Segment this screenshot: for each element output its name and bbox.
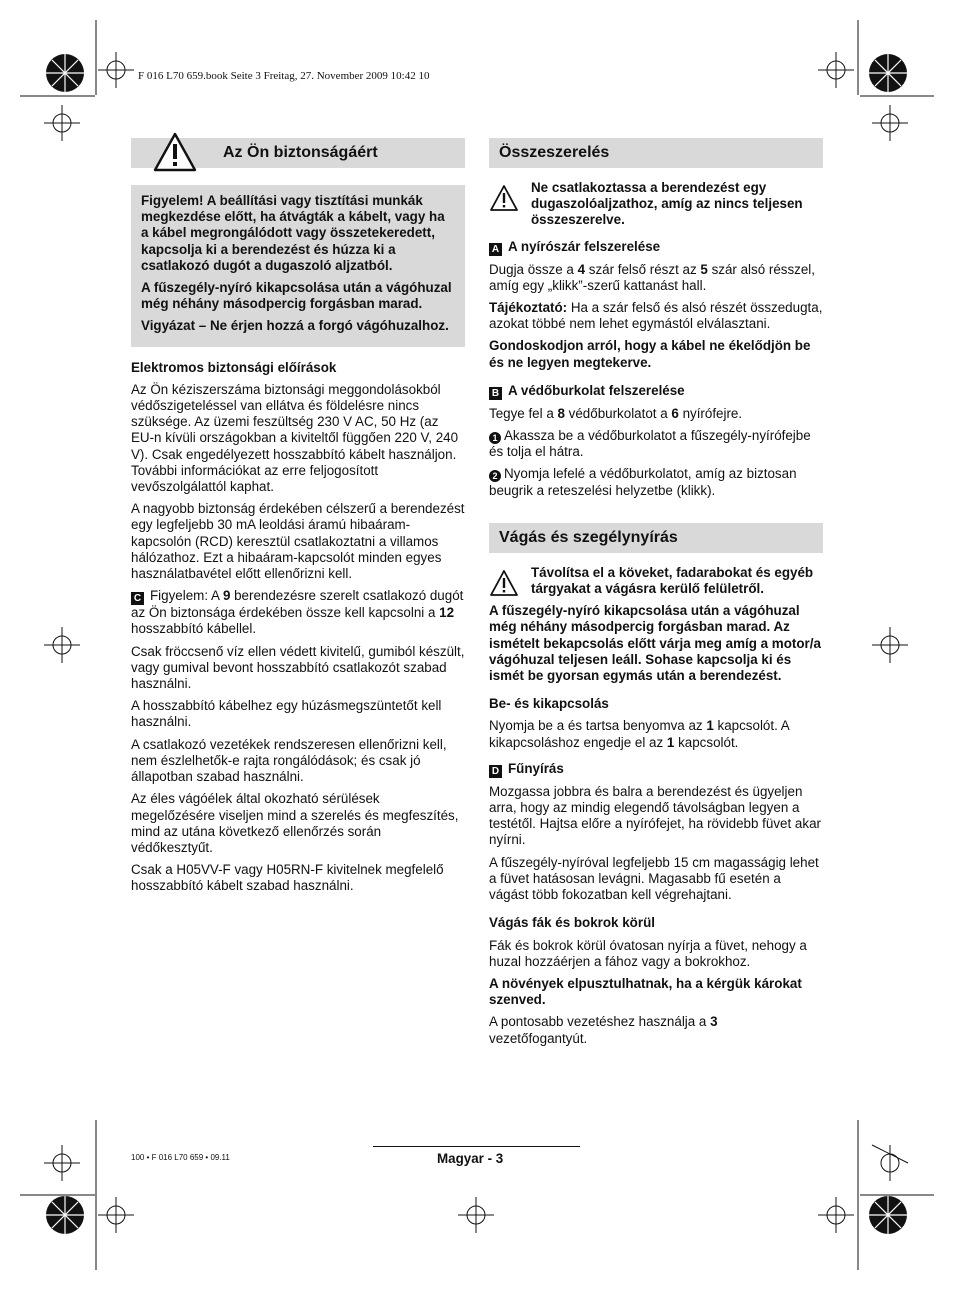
electrical-safety-heading: Elektromos biztonsági előírások xyxy=(131,359,337,375)
assembly-warning xyxy=(489,180,823,229)
paragraph: Tegye fel a 8 védőburkolatot a 6 nyírófejre. xyxy=(489,405,743,421)
footer-doc-code: 100 • F 016 L70 659 • 09.11 xyxy=(131,1153,230,1162)
footer-rule xyxy=(373,1146,580,1147)
cutting-warning xyxy=(489,565,823,597)
cable-note: Gondoskodjon arról, hogy a kábel ne ékelődjön be és ne legyen megtekerve. xyxy=(489,338,811,370)
paragraph: A fűszegély-nyíróval legfeljebb 15 cm magasságig lehet a füvet hatásosan levágni. Magasabb fű esetén a vágást több fokozatban kell végrehajtani. xyxy=(489,854,819,903)
paragraph: Az Ön kéziszerszáma biztonsági meggondolásokból védőszigeteléssel van ellátva és földelésre nincs szüksége. Az üzemi feszültség 230 V AC, 50 Hz (az EU-n kívüli országokban a kiviteltől függően 220 V, 240 V). Csak engedélyezett hosszabbító kábelt használjon. További információkat az erre feljogosított vevőszolgálattól kaphat. xyxy=(131,381,459,495)
cutting-section-title-bar xyxy=(489,523,823,553)
safety-section-title-bar xyxy=(131,138,465,168)
figure-c-paragraph: C Figyelem: A 9 berendezésre szerelt csatlakozó dugót az Ön biztonsága érdekében össze kell kapcsolni a 12 hosszabbító kábellel. xyxy=(131,588,464,637)
step-number-2: 2 xyxy=(489,470,501,482)
figure-label-a: A xyxy=(489,243,502,256)
print-header-line: F 016 L70 659.book Seite 3 Freitag, 27. November 2009 10:42 10 xyxy=(138,70,430,82)
paragraph: Nyomja be a és tartsa benyomva az 1 kapcsolót. A kikapcsoláshoz engedje el az 1 kapcsolót. xyxy=(489,718,789,750)
warning-text: Vigyázat – Ne érjen hozzá a forgó vágóhuzalhoz. xyxy=(141,318,449,334)
warning-triangle-icon xyxy=(489,569,519,597)
assembly-section-title-bar xyxy=(489,138,823,168)
cutting-note: A fűszegély-nyíró kikapcsolása után a vágóhuzal még néhány másodpercig forgásban marad. Az ismételt bekapcsolás előtt várja meg amíg a motor/a vágóhuzal teljesen leáll. Sohase kapcsolja ki és ismét be gyorsan egymás után a berendezést. xyxy=(489,603,821,684)
paragraph: Mozgassa jobbra és balra a berendezést és ügyeljen arra, hogy az mindig elegendő távolságban legyen a testétől. Hajtsa előre a nyírófejet, ha rövidebb füvet akar nyírni. xyxy=(489,783,821,848)
paragraph: Dugja össze a 4 szár felső részt az 5 szár alsó résszel, amíg egy „klikk”-szerű kattanást hall. xyxy=(489,261,816,293)
trees-note: A növények elpusztulhatnak, ha a kérgük károkat szenved. xyxy=(489,975,802,1008)
step-number-1: 1 xyxy=(489,432,501,444)
paragraph: A csatlakozó vezetékek rendszeresen ellenőrizni kell, nem észlelhetők-e rajta rongálódások; és csak jó állapotban szabad használni. xyxy=(131,736,447,785)
safety-warning-box xyxy=(131,185,465,347)
warning-text: Figyelem! A beállítási vagy tisztítási munkák megkezdése előtt, ha átvágták a kábelt, vagy ha a kábel megrongálódott vagy összetekeredett, kapcsolja ki a berendezést és húzza ki a csatlakozó dugót a dugaszoló aljzatból. xyxy=(141,193,445,273)
figure-label-b: B xyxy=(489,387,502,400)
paragraph: Csak a H05VV-F vagy H05RN-F kivitelnek megfelelő hosszabbító kábelt szabad használni. xyxy=(131,862,444,894)
figure-label-c: C xyxy=(131,592,144,605)
footer-page-label: Magyar - 3 xyxy=(437,1151,504,1166)
assembly-section-title: Összeszerelés xyxy=(499,143,610,161)
step-1: 1 Akassza be a védőburkolatot a fűszegély-nyírófejbe és tolja el hátra. xyxy=(489,428,811,460)
step-2: 2 Nyomja lefelé a védőburkolatot, amíg az biztosan beugrik a reteszelési helyzetbe (klikk). xyxy=(489,466,797,498)
right-column xyxy=(489,138,823,1053)
warning-triangle-icon xyxy=(489,184,519,212)
paragraph: Fák és bokrok körül óvatosan nyírja a füvet, nehogy a huzal hozzáérjen a fához vagy a bokrokhoz. xyxy=(489,937,807,969)
warning-text: Ne csatlakoztassa a berendezést egy dugaszolóaljzathoz, amíg az nincs teljesen összeszerelve. xyxy=(531,180,803,228)
figure-label-d: D xyxy=(489,765,502,778)
warning-text: A fűszegély-nyíró kikapcsolása után a vágóhuzal még néhány másodpercig forgásban marad. xyxy=(141,280,452,312)
safety-section-title: Az Ön biztonságáért xyxy=(223,143,378,161)
paragraph: A pontosabb vezetéshez használja a 3 vezetőfogantyút. xyxy=(489,1014,718,1046)
mowing-heading: D Fűnyírás xyxy=(489,761,823,778)
warning-text: Távolítsa el a köveket, fadarabokat és egyéb tárgyakat a vágásra kerülő felületről. xyxy=(531,564,814,597)
trees-heading: Vágás fák és bokrok körül xyxy=(489,915,655,931)
cutting-section-title: Vágás és szegélynyírás xyxy=(499,528,678,546)
left-column xyxy=(131,138,465,901)
paragraph: A hosszabbító kábelhez egy húzásmegszüntetőt kell használni. xyxy=(131,698,442,730)
paragraph: Csak fröccsenő víz ellen védett kivitelű, gumiból készült, vagy gumival bevont hosszabbító csatlakozót szabad használni. xyxy=(131,643,465,692)
on-off-heading: Be- és kikapcsolás xyxy=(489,696,609,712)
paragraph: Az éles vágóélek által okozható sérülések megelőzésére viseljen mind a szerelés és megfeszítés, mind az utána következő ellenőrzés során védőkesztyűt. xyxy=(131,791,459,855)
warning-triangle-icon xyxy=(153,132,197,172)
guard-assembly-heading: B A védőburkolat felszerelése xyxy=(489,383,823,400)
paragraph: A nagyobb biztonság érdekében célszerű a berendezést egy legfeljebb 30 mA leoldási áramú hibaáram-kapcsolón (RCD) keresztül csatlakoztatni a villamos hálózathoz. Ezt a hibaáram-kapcsolót minden egyes használatbavétel előtt ellenőrizni kell. xyxy=(131,501,465,582)
info-paragraph: Tájékoztató: Ha a szár felső és alsó részét összedugta, azokat többé nem lehet egymástól elválasztani. xyxy=(489,300,823,332)
shaft-assembly-heading: A A nyírószár felszerelése xyxy=(489,239,823,256)
